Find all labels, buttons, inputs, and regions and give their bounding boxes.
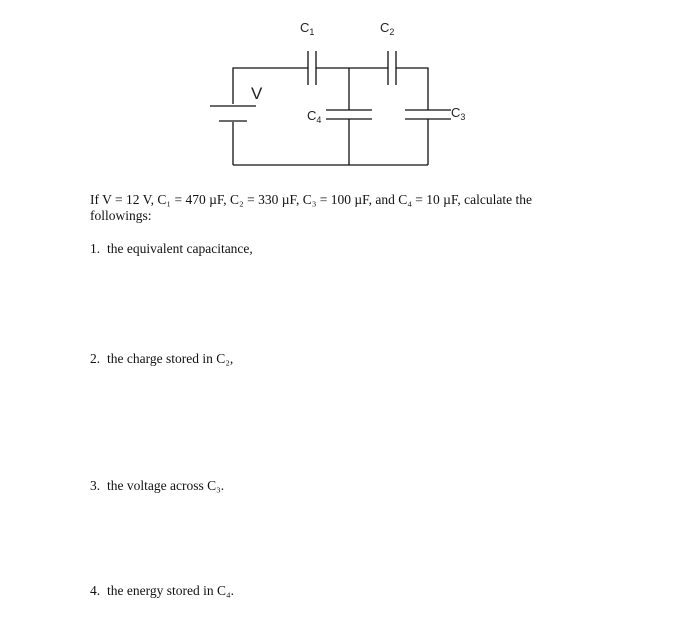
- question-number: 1.: [90, 241, 101, 256]
- c2-label: $C_2$: [380, 20, 395, 37]
- question-1: [90, 241, 253, 257]
- problem-intro: If V = 12 V, C₁ = 470 µF, C₂ = 330 µF, C₃ = 100 µF, and C₄ = 10 µF, calculate the followings:: [90, 192, 532, 223]
- question-text: the voltage across C₃.: [107, 478, 225, 493]
- question-number: 4.: [90, 583, 101, 598]
- c1-label: $C_1$: [300, 20, 315, 37]
- question-number: 2.: [90, 351, 101, 366]
- wire-c2-to-right: [396, 68, 428, 110]
- question-3: [90, 478, 224, 494]
- question-2: [90, 351, 233, 367]
- question-text: the charge stored in C₂,: [107, 351, 234, 366]
- c4-label: $C_4$: [307, 108, 322, 125]
- question-text: the equivalent capacitance,: [107, 241, 253, 256]
- wire-left-top: [233, 68, 308, 104]
- circuit-diagram: [0, 0, 677, 180]
- question-number: 3.: [90, 478, 101, 493]
- source-label: V: [251, 84, 263, 103]
- question-text: the energy stored in C₄.: [107, 583, 235, 598]
- question-4: [90, 583, 234, 599]
- c3-label: $C_3$: [451, 105, 466, 122]
